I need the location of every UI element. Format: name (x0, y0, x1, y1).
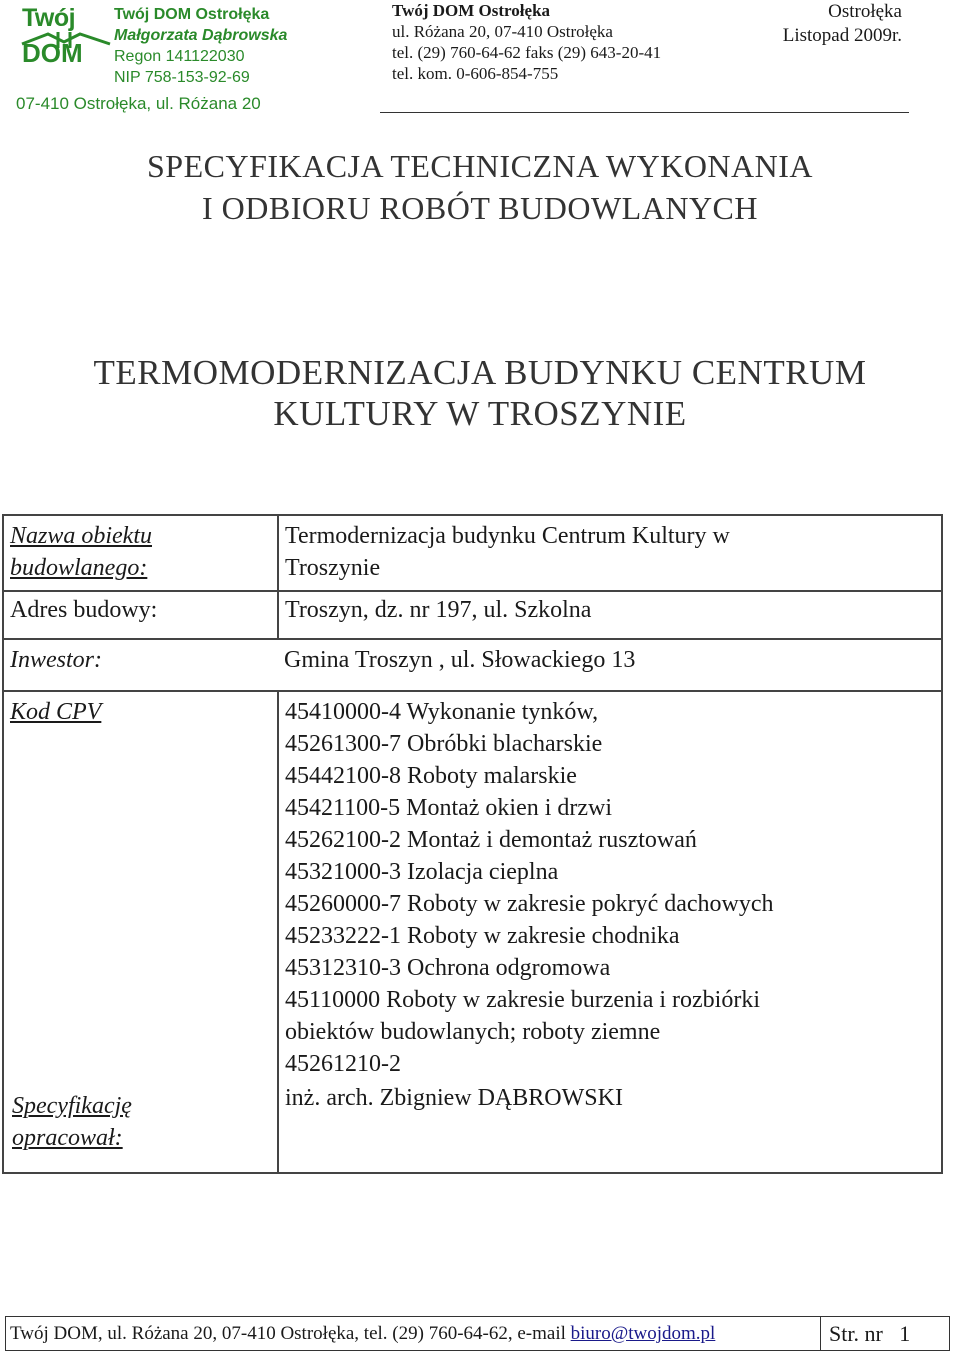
cpv-code-list (285, 696, 935, 1080)
object-name-label: Nazwa obiektu budowlanego: (3, 515, 278, 591)
footer-email-link[interactable]: biuro@twojdom.pl (570, 1323, 716, 1344)
cpv-values-cell (278, 691, 942, 1173)
table-row-investor (3, 639, 942, 691)
footer-address: Twój DOM, ul. Różana 20, 07-410 Ostrołęka, tel. (29) 760-64-62, e-mail biuro@twojdom.pl (10, 1323, 716, 1344)
author-label: Specyfikację opracował: (12, 1093, 132, 1151)
cpv-item: 45442100-8 Roboty malarskie (285, 763, 577, 789)
logo-details (114, 4, 324, 88)
logo-company: Twój DOM Ostrołęka (114, 6, 270, 23)
document-title-line-1: SPECYFIKACJA TECHNICZNA WYKONANIA (146, 148, 814, 184)
investor-value: Gmina Troszyn , ul. Słowackiego 13 (278, 639, 942, 691)
cpv-item: obiektów budowlanych; roboty ziemne (285, 1019, 661, 1045)
logo-word-bottom: DOM (22, 38, 83, 68)
table-row-cpv (3, 691, 942, 1173)
cpv-item: 45321000-3 Izolacja cieplna (285, 859, 559, 885)
cpv-item: 45233222-1 Roboty w zakresie chodnika (285, 923, 680, 949)
header-phone: tel. (29) 760-64-62 faks (29) 643-20-41 (392, 43, 662, 62)
logo-address: 07-410 Ostrołęka, ul. Różana 20 (16, 94, 261, 113)
project-info-table (2, 514, 943, 1174)
cpv-label-cell (3, 691, 278, 1173)
logo-owner: Małgorzata Dąbrowska (114, 27, 288, 44)
cpv-item: 45261300-7 Obróbki blacharskie (285, 731, 603, 757)
table-row-object-name (3, 515, 942, 591)
company-logo (8, 4, 323, 112)
cpv-item: 45421100-5 Montaż okien i drzwi (285, 795, 613, 821)
header-divider (380, 112, 909, 113)
footer-page-number (820, 1317, 949, 1350)
document-title-line-2: I ODBIORU ROBÓT BUDOWLANYCH (201, 190, 758, 226)
header-city: Ostrołęka (828, 1, 902, 22)
page-footer (5, 1316, 950, 1351)
house-logo-icon (18, 4, 108, 68)
page-label: Str. nr (829, 1321, 883, 1346)
project-title-line-2: KULTURY W TROSZYNIE (273, 394, 687, 433)
project-title (0, 352, 960, 434)
project-title-line-1: TERMOMODERNIZACJA BUDYNKU CENTRUM (93, 353, 867, 392)
logo-word-top: Twój (22, 4, 76, 32)
cpv-label: Kod CPV (10, 699, 102, 725)
logo-regon: Regon 141122030 (114, 48, 245, 65)
cpv-item: 45262100-2 Montaż i demontaż rusztowań (285, 827, 697, 853)
address-value: Troszyn, dz. nr 197, ul. Szkolna (278, 591, 942, 639)
table-row-address (3, 591, 942, 639)
header-place-date (783, 0, 902, 48)
author-value: inż. arch. Zbigniew DĄBROWSKI (285, 1085, 623, 1111)
investor-label: Inwestor: (3, 639, 278, 691)
header-mobile: tel. kom. 0-606-854-755 (392, 64, 559, 83)
header-street: ul. Różana 20, 07-410 Ostrołęka (392, 22, 613, 41)
cpv-item: 45410000-4 Wykonanie tynków, (285, 699, 599, 725)
cpv-item: 45260000-7 Roboty w zakresie pokryć dachowych (285, 891, 774, 917)
address-label: Adres budowy: (3, 591, 278, 639)
object-name-value: Termodernizacja budynku Centrum Kultury w Troszynie (278, 515, 942, 591)
page-number: 1 (899, 1321, 911, 1346)
cpv-item: 45312310-3 Ochrona odgromowa (285, 955, 611, 981)
header-date: Listopad 2009r. (782, 25, 902, 46)
cpv-item: 45261210-2 (285, 1051, 401, 1077)
header-contact (392, 0, 661, 84)
logo-nip: NIP 758-153-92-69 (114, 69, 250, 86)
header-company-name: Twój DOM Ostrołęka (392, 1, 551, 20)
cpv-item: 45110000 Roboty w zakresie burzenia i rozbiórki (285, 987, 760, 1013)
document-title (0, 145, 960, 229)
